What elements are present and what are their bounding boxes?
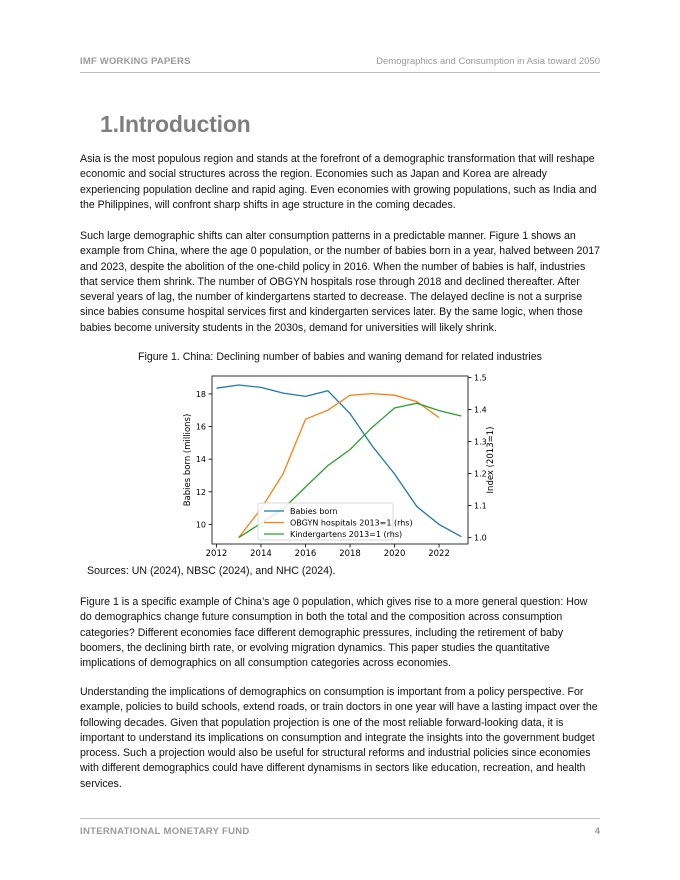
y-right-tick-label: 1.2 <box>474 469 487 479</box>
y-right-tick-label: 1.0 <box>474 533 487 543</box>
x-tick-label: 2012 <box>205 549 228 559</box>
page-number: 4 <box>594 826 600 837</box>
x-tick-label: 2022 <box>428 549 450 559</box>
figure-1-chart <box>175 370 505 560</box>
x-tick-label: 2020 <box>383 549 406 559</box>
header-series-title: IMF WORKING PAPERS <box>80 56 191 67</box>
y-left-tick-label: 12 <box>195 487 206 497</box>
y-right-tick-label: 1.1 <box>474 501 487 511</box>
paragraph: Understanding the implications of demographics on consumption is important from a policy perspective. For example, policies to build schools, extend roads, or train doctors in one year will have a lasting impact over the following decades. Given that population projection is one of the most reliable forward-looking data, it is important to understand its implications on consumption and integrate the insights into the government budget process. Such a projection would also be useful for structural reforms and industrial policies since economies with different demographics could have different dynamisms in sectors like education, recreation, and health services. <box>80 686 598 790</box>
y-left-tick-label: 18 <box>195 389 206 399</box>
y-left-tick-label: 14 <box>195 455 206 465</box>
footer-organization: INTERNATIONAL MONETARY FUND <box>80 826 250 837</box>
page-header <box>80 52 600 73</box>
page-footer <box>80 818 600 839</box>
legend-label-0: Babies born <box>290 507 338 516</box>
y-left-tick-label: 10 <box>195 520 206 530</box>
x-tick-label: 2016 <box>294 549 317 559</box>
y-right-axis-label: Index (2013=1) <box>486 426 496 494</box>
paragraph: Such large demographic shifts can alter consumption patterns in a predictable manner. Figure 1 shows an example from China, where the age 0 population, or the number of babies born in a year, halved between 2017 and 2023, despite the abolition of the one-child policy in 2016. When the number of babies is half, industries that service them shrink. The number of OBGYN hospitals rose through 2018 and declined thereafter. After several years of lag, the number of kindergartens started to decrease. The delayed decline is not a surprise since babies consume hospital services first and kindergarten services later. By the same logic, when those babies become university students in the 2030s, demand for universities will likely shrink. <box>80 230 601 334</box>
figure-source: Sources: UN (2024), NBSC (2024), and NHC (2024). <box>87 565 336 577</box>
paragraph: Asia is the most populous region and stands at the forefront of a demographic transformation that will reshape economic and social structures across the region. Economies such as Japan and Korea are already experiencing population decline and rapid aging. Even economies with growing populations, such as India and the Philippines, will confront sharp shifts in age structure in the coming decades. <box>80 153 597 211</box>
legend-label-2: Kindergartens 2013=1 (rhs) <box>290 530 403 539</box>
paragraph: Figure 1 is a specific example of China’s age 0 population, which gives rise to a more general question: How do demographics change future consumption in both the total and the composition across consumption categories? Different economies face different demographic pressures, including the retirement of baby boomers, the declining birth rate, or evolving migration dynamics. This paper studies the quantitative implications of demographics on all consumption categories across economies. <box>80 596 588 670</box>
section-title: 1.Introduction <box>100 111 251 137</box>
y-right-tick-label: 1.4 <box>474 405 487 415</box>
header-paper-title: Demographics and Consumption in Asia toward 2050 <box>376 56 600 67</box>
x-tick-label: 2018 <box>339 549 361 559</box>
y-left-axis-label: Babies born (millions) <box>183 413 193 507</box>
legend-label-1: OBGYN hospitals 2013=1 (rhs) <box>290 518 413 528</box>
y-right-tick-label: 1.5 <box>474 373 487 383</box>
y-left-tick-label: 16 <box>195 422 206 432</box>
x-tick-label: 2014 <box>250 549 272 559</box>
y-right-tick-label: 1.3 <box>474 437 487 447</box>
figure-caption: Figure 1. China: Declining number of babies and waning demand for related industries <box>138 351 542 363</box>
